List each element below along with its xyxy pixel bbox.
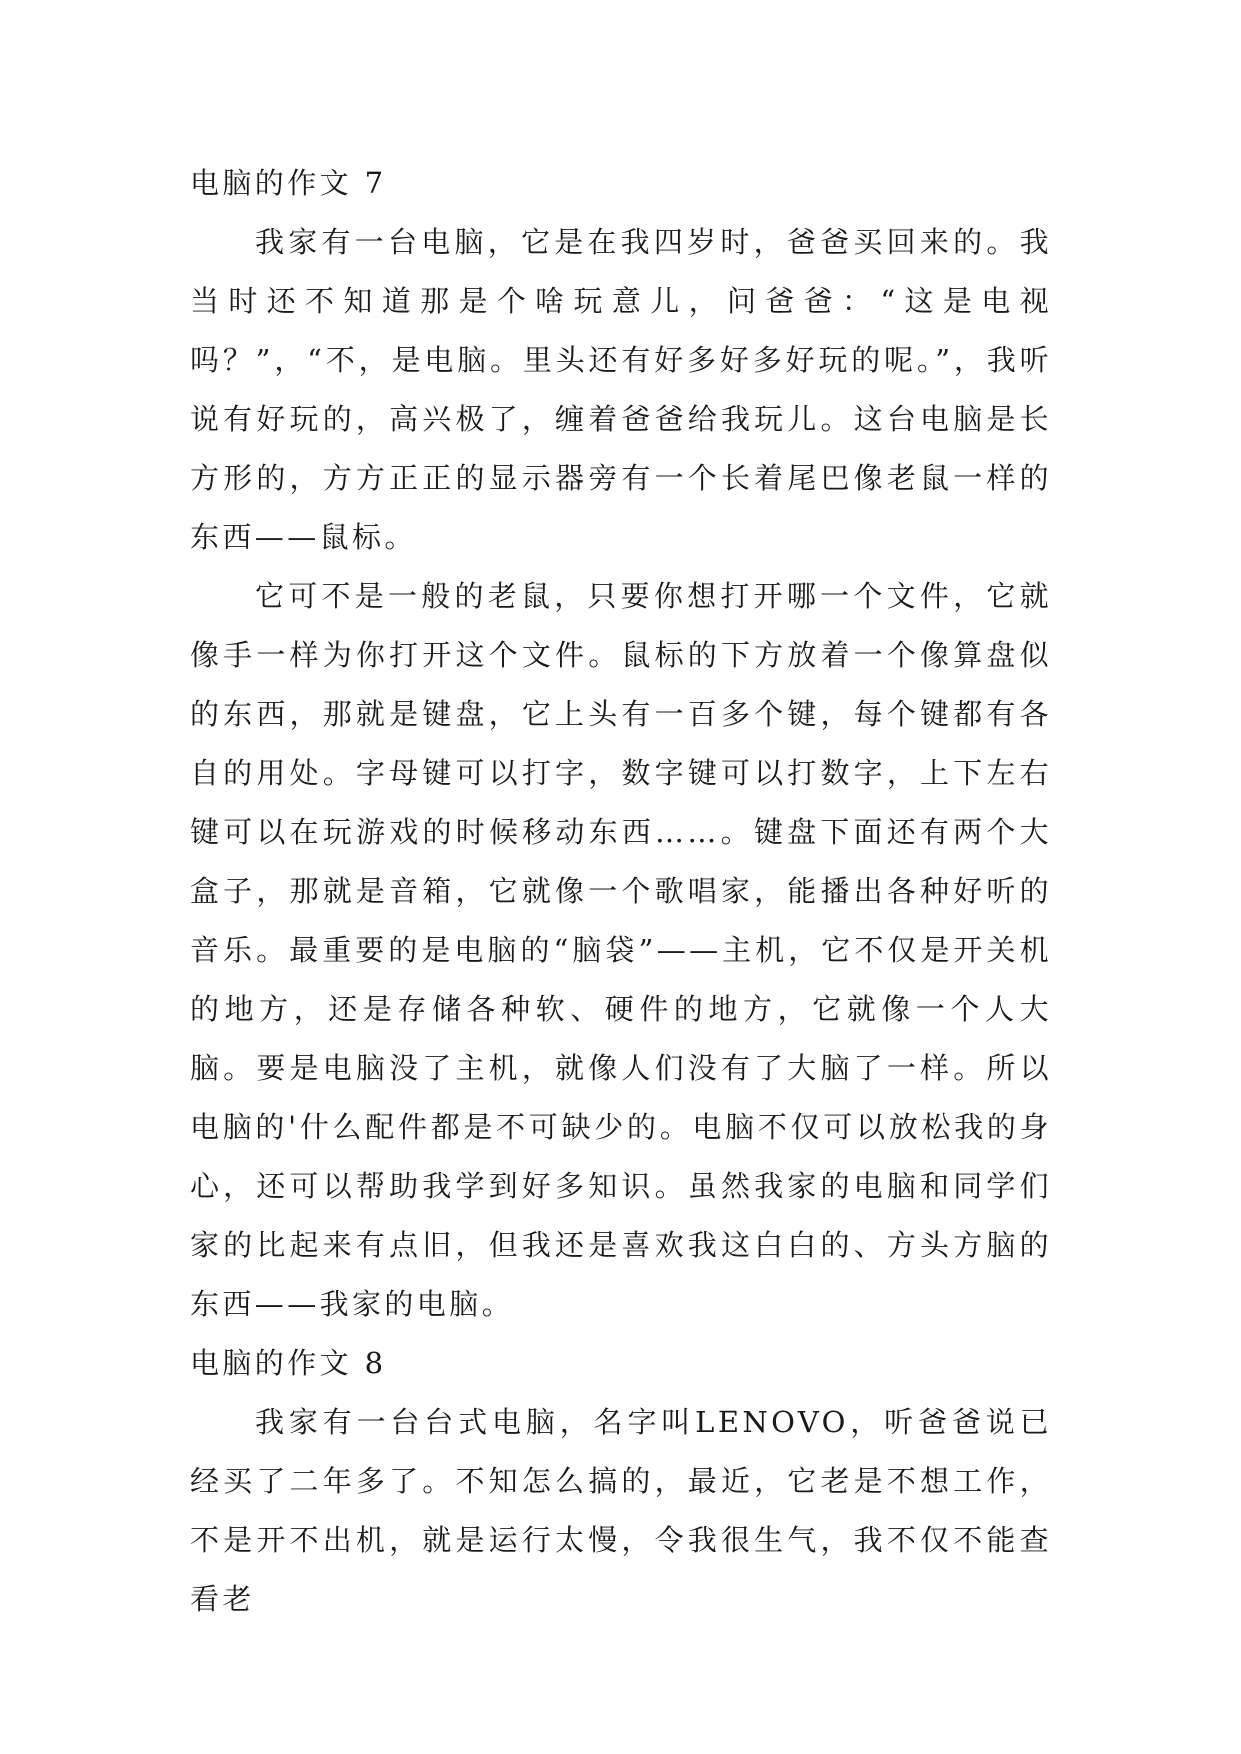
paragraph: 我家有一台电脑，它是在我四岁时，爸爸买回来的。我当时还不知道那是个啥玩意儿，问爸爸：“这是电视吗？”，“不，是电脑。里头还有好多好多好玩的呢。”，我听说有好玩的，高兴极了，缠着爸爸给我玩儿。这台电脑是长方形的，方方正正的显示器旁有一个长着尾巴像老鼠一样的东西——鼠标。 [190, 225, 1052, 554]
paragraph: 它可不是一般的老鼠，只要你想打开哪一个文件，它就像手一样为你打开这个文件。鼠标的下方放着一个像算盘似的东西，那就是键盘，它上头有一百多个键，每个键都有各自的用处。字母键可以打字，数字键可以打数字，上下左右键可以在玩游戏的时候移动东西……。键盘下面还有两个大盒子，那就是音箱，它就像一个歌唱家，能播出各种好听的音乐。最重要的是电脑的“脑袋”——主机，它不仅是开关机的地方，还是存储各种软、硬件的地方，它就像一个人大脑。要是电脑没了主机，就像人们没有了大脑了一样。所以电脑的'什么配件都是不可缺少的。电脑不仅可以放松我的身心，还可以帮助我学到好多知识。虽然我家的电脑和同学们家的比起来有点旧，但我还是喜欢我这白白的、方头方脑的东西——我家的电脑。 [190, 579, 1052, 1321]
document-page [190, 154, 1052, 1629]
section-title: 电脑的作文 8 [190, 1346, 387, 1380]
section-title: 电脑的作文 7 [190, 166, 387, 200]
paragraph: 我家有一台台式电脑，名字叫LENOVO，听爸爸说已经买了二年多了。不知怎么搞的，最近，它老是不想工作，不是开不出机，就是运行太慢，令我很生气，我不仅不能查看老 [190, 1405, 1052, 1616]
